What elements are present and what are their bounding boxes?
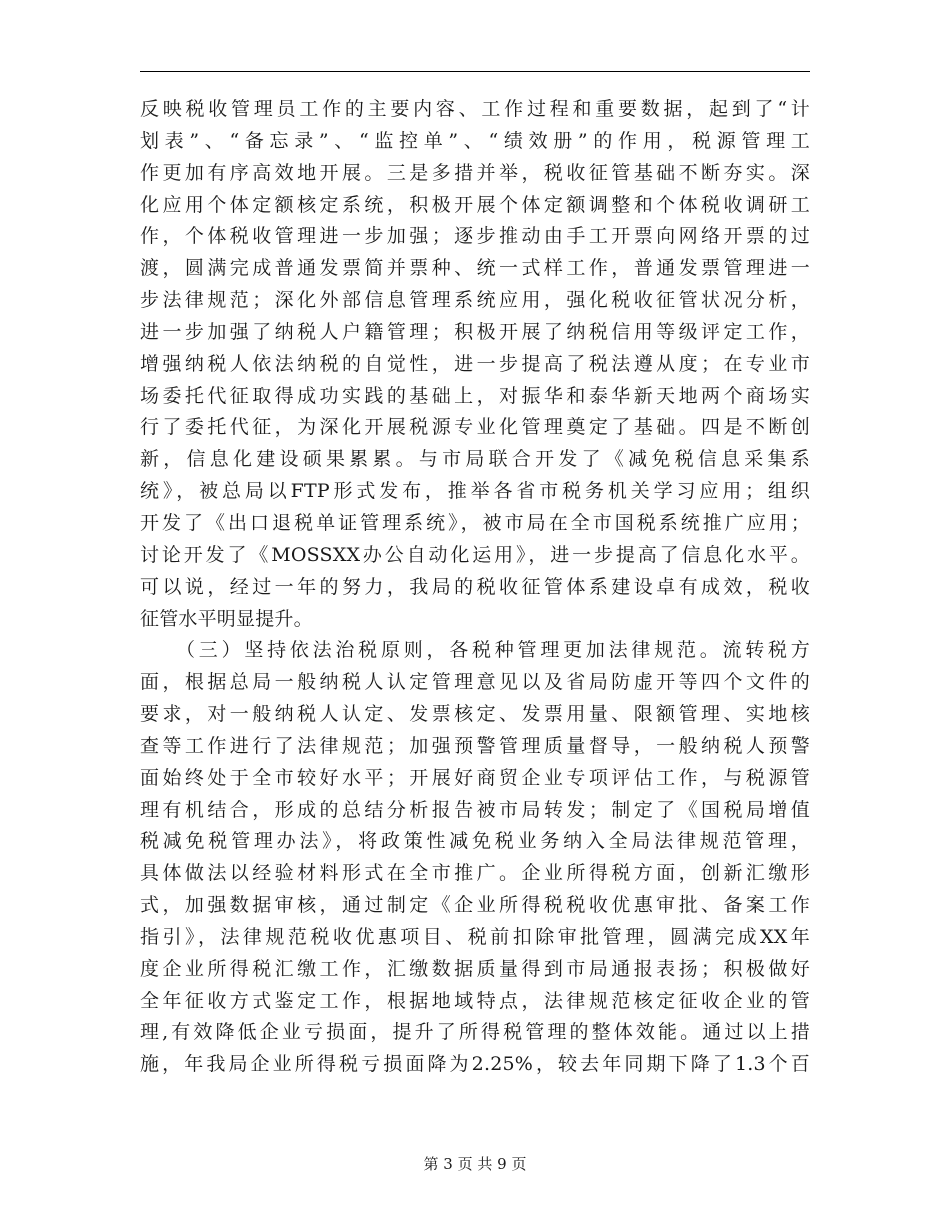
- header-rule: [140, 71, 810, 72]
- text-line: 度企业所得税汇缴工作，汇缴数据质量得到市局通报表扬；积极做好: [140, 957, 810, 980]
- text-line: 式，加强数据审核，通过制定《企业所得税税收优惠审批、备案工作: [140, 894, 810, 917]
- text-line: 反映税收管理员工作的主要内容、工作过程和重要数据，起到了“计: [140, 98, 810, 120]
- text-line: 渡，圆满完成普通发票简并票种、统一式样工作，普通发票管理进一: [140, 257, 810, 280]
- text-line: 作更加有序高效地开展。三是多措并举，税收征管基础不断夯实。深: [140, 161, 810, 184]
- text-line: 步法律规范；深化外部信息管理系统应用，强化税收征管状况分析，: [140, 289, 810, 312]
- text-line: 面始终处于全市较好水平；开展好商贸企业专项评估工作，与税源管: [140, 766, 810, 789]
- text-line: 作，个体税收管理进一步加强；逐步推动由手工开票向网络开票的过: [140, 225, 810, 248]
- text-line: （三）坚持依法治税原则，各税种管理更加法律规范。流转税方: [140, 639, 810, 662]
- text-line: 行了委托代征，为深化开展税源专业化管理奠定了基础。四是不断创: [140, 416, 810, 439]
- text-line: 理有机结合，形成的总结分析报告被市局转发；制定了《国税局增值: [140, 798, 810, 821]
- text-line: 新，信息化建设硕果累累。与市局联合开发了《减免税信息采集系: [140, 448, 810, 471]
- text-line: 理,有效降低企业亏损面，提升了所得税管理的整体效能。通过以上措: [140, 1021, 810, 1044]
- text-line: 施，年我局企业所得税亏损面降为2.25%，较去年同期下降了1.3个百: [140, 1053, 810, 1076]
- text-line: 增强纳税人依法纳税的自觉性，进一步提高了税法遵从度；在专业市: [140, 352, 810, 375]
- body-text: [140, 94, 810, 1081]
- text-line: 面，根据总局一般纳税人认定管理意见以及省局防虚开等四个文件的: [140, 671, 810, 694]
- text-line: 统》，被总局以FTP形式发布，推举各省市税务机关学习应用；组织: [140, 480, 810, 503]
- text-line: 全年征收方式鉴定工作，根据地域特点，法律规范核定征收企业的管: [140, 989, 810, 1012]
- text-line: 要求，对一般纳税人认定、发票核定、发票用量、限额管理、实地核: [140, 703, 810, 726]
- page-footer: 第 3 页 共 9 页: [423, 1155, 527, 1173]
- text-line: 开发了《出口退税单证管理系统》，被市局在全市国税系统推广应用；: [140, 511, 810, 534]
- text-line: 化应用个体定额核定系统，积极开展个体定额调整和个体税收调研工: [140, 193, 810, 216]
- text-line: 指引》，法律规范税收优惠项目、税前扣除审批管理，圆满完成XX年: [140, 925, 810, 948]
- text-line: 划表”、“备忘录”、“监控单”、“绩效册”的作用，税源管理工: [140, 129, 810, 152]
- text-line: 查等工作进行了法律规范；加强预警管理质量督导，一般纳税人预警: [140, 734, 810, 757]
- text-line: 可以说，经过一年的努力，我局的税收征管体系建设卓有成效，税收: [140, 575, 810, 598]
- text-line: 征管水平明显提升。: [140, 607, 313, 630]
- text-line: 进一步加强了纳税人户籍管理；积极开展了纳税信用等级评定工作，: [140, 320, 810, 343]
- text-line: 讨论开发了《MOSSXX办公自动化运用》，进一步提高了信息化水平。: [140, 543, 810, 566]
- text-line: 具体做法以经验材料形式在全市推广。企业所得税方面，创新汇缴形: [140, 862, 810, 885]
- text-line: 税减免税管理办法》，将政策性减免税业务纳入全局法律规范管理，: [140, 830, 810, 853]
- text-line: 场委托代征取得成功实践的基础上，对振华和泰华新天地两个商场实: [140, 384, 810, 407]
